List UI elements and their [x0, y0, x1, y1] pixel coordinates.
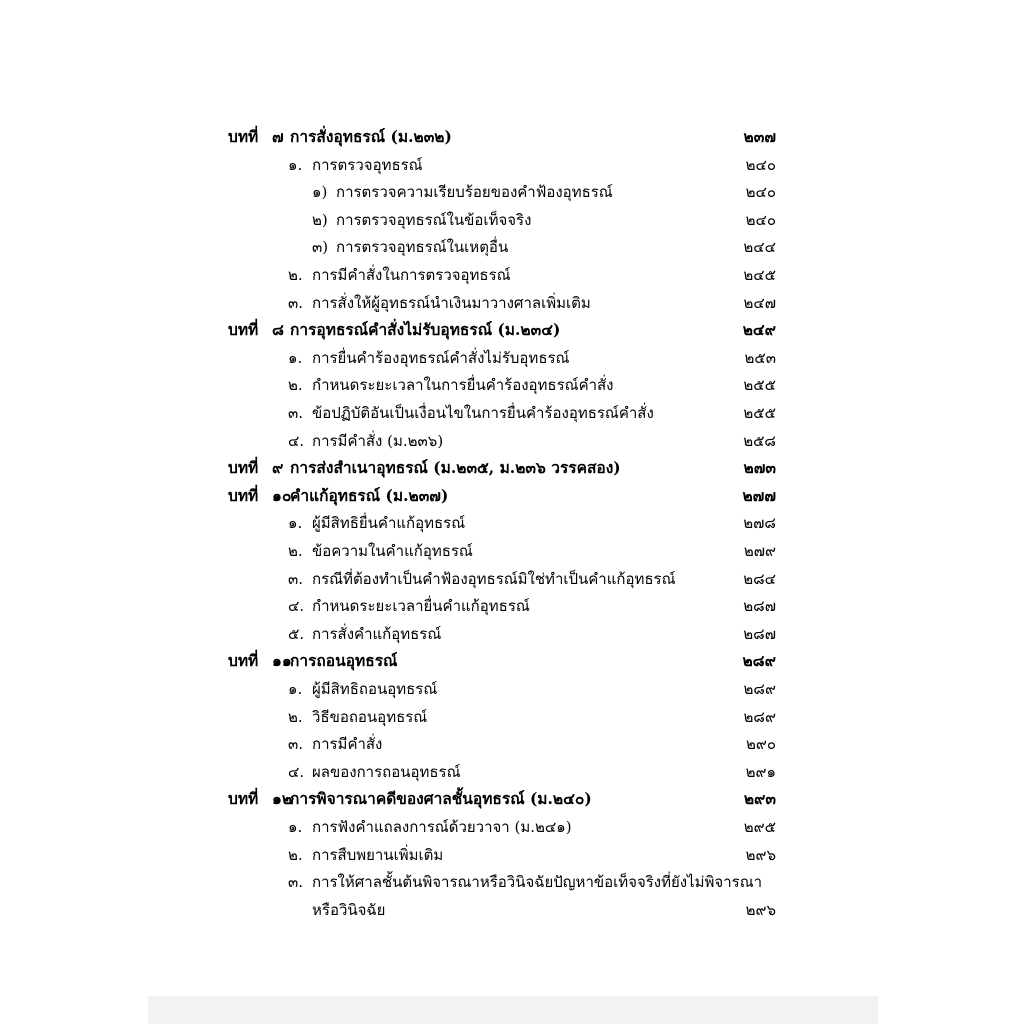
toc-chapter-row: [228, 124, 776, 150]
entry-title: ข้อความในคำแก้อุทธรณ์: [312, 542, 473, 560]
chapter-title: การพิจารณาคดีของศาลชั้นอุทธรณ์ (ม.๒๔๐): [290, 789, 592, 809]
page-number: ๒๙๕: [743, 818, 776, 836]
entry-number: ๓.: [288, 735, 304, 754]
entry-number: ๔.: [288, 762, 305, 781]
page-number: ๒๕๓: [744, 348, 776, 367]
entry-title: กำหนดระยะเวลายื่นคำแก้อุทธรณ์: [312, 597, 530, 616]
chapter-label: บทที่: [228, 485, 259, 505]
page-number: ๒๙๑: [745, 762, 776, 781]
entry-number: ๓.: [288, 873, 304, 892]
toc-entry-row: [228, 207, 776, 233]
toc-entry-row: [228, 179, 776, 205]
page-number: ๒๙๖: [745, 900, 776, 919]
entry-number: ๓.: [288, 404, 304, 422]
toc-entry-row: [228, 510, 776, 536]
page-number: ๒๔๙: [742, 320, 776, 340]
toc-chapter-row: [228, 455, 776, 481]
page-number: ๒๔๐: [745, 155, 776, 174]
entry-title: การตรวจอุทธรณ์ในเหตุอื่น: [336, 238, 509, 257]
page-number: ๒๔๐: [745, 210, 776, 229]
page-number: ๒๕๕: [743, 404, 776, 422]
toc-entry-row: [228, 621, 776, 647]
entry-number: ๒.: [288, 845, 303, 864]
page-number: ๒๙๓: [743, 789, 776, 809]
toc-entry-row: [228, 566, 776, 592]
toc-entry-row: [228, 704, 776, 730]
entry-number: ๑): [312, 183, 328, 202]
page-number: ๒๘๙: [742, 651, 776, 671]
entry-number: ๑.: [288, 348, 303, 367]
entry-title: กำหนดระยะเวลาในการยื่นคำร้องอุทธรณ์คำสั่ง: [312, 376, 614, 395]
toc-entry-row: [228, 538, 776, 564]
page-number: ๒๘๔: [743, 569, 776, 588]
entry-title: การให้ศาลชั้นต้นพิจารณาหรือวินิจฉัยปัญหาข้อเท็จจริงที่ยังไม่พิจารณา: [312, 873, 763, 892]
chapter-number: ๗: [272, 127, 284, 146]
toc-entry-row: [228, 676, 776, 702]
toc-entry-row: [228, 262, 776, 288]
entry-number: ๒): [312, 210, 328, 229]
toc-entry-row: [228, 593, 776, 619]
entry-number: ๑.: [288, 155, 303, 174]
page-number: ๒๕๕: [743, 376, 776, 395]
entry-number: ๕.: [288, 624, 305, 643]
entry-title: ผู้มีสิทธิยื่นคำแก้อุทธรณ์: [312, 514, 466, 533]
toc-chapter-row: [228, 648, 776, 674]
page-number: ๒๙๖: [745, 845, 776, 864]
chapter-number: ๑๒: [272, 789, 293, 809]
entry-title: ข้อปฏิบัติอันเป็นเงื่อนไขในการยื่นคำร้องอุทธรณ์คำสั่ง: [312, 404, 654, 422]
entry-number: ๓): [312, 238, 329, 257]
entry-number: ๒.: [288, 707, 303, 726]
toc-entry-row: [228, 400, 776, 426]
page-number: ๒๔๐: [745, 183, 776, 202]
page-number: ๒๔๔: [743, 238, 776, 257]
chapter-title: การส่งสำเนาอุทธรณ์ (ม.๒๓๕, ม.๒๓๖ วรรคสอง): [290, 458, 621, 478]
page-number: ๒๘๗: [743, 624, 776, 643]
entry-number: ๔.: [288, 431, 305, 450]
toc-entry-row: [228, 814, 776, 840]
page-number: ๒๘๙: [743, 707, 776, 726]
chapter-label: บทที่: [228, 789, 259, 809]
toc-entry-row: [228, 897, 776, 923]
page-number: ๒๔๗: [743, 293, 776, 312]
page-number: ๒๙๐: [745, 735, 776, 754]
chapter-label: บทที่: [228, 651, 259, 671]
entry-title: การมีคำสั่ง: [312, 735, 383, 754]
entry-title: วิธีขอถอนอุทธรณ์: [312, 707, 428, 726]
entry-title: การฟังคำแถลงการณ์ด้วยวาจา (ม.๒๔๑): [312, 818, 572, 836]
toc-entry-row: [228, 234, 776, 260]
toc-chapter-row: [228, 786, 776, 812]
toc-entry-row: [228, 759, 776, 785]
entry-title: กรณีที่ต้องทำเป็นคำฟ้องอุทธรณ์มิใช่ทำเป็นคำแก้อุทธรณ์: [312, 569, 676, 588]
toc-entry-row: [228, 428, 776, 454]
page-number: ๒๓๗: [743, 127, 776, 146]
toc-chapter-row: [228, 317, 776, 343]
toc-entry-row: [228, 842, 776, 868]
chapter-title: การถอนอุทธรณ์: [290, 651, 398, 671]
chapter-title: การสั่งอุทธรณ์ (ม.๒๓๒): [290, 127, 452, 146]
chapter-title: การอุทธรณ์คำสั่งไม่รับอุทธรณ์ (ม.๒๓๔): [290, 320, 561, 340]
toc-chapter-row: [228, 483, 776, 509]
chapter-number: ๑๑: [272, 651, 292, 671]
page-number: ๒๗๙: [743, 542, 776, 560]
entry-number: ๓.: [288, 293, 304, 312]
chapter-number: ๑๐: [272, 485, 292, 505]
page-number: ๒๕๘: [743, 431, 776, 450]
page-number: ๒๘๗: [743, 597, 776, 616]
entry-number: ๒.: [288, 266, 303, 284]
entry-number: ๒.: [288, 376, 303, 395]
chapter-number: ๙: [272, 458, 284, 478]
entry-number: ๒.: [288, 542, 303, 560]
chapter-label: บทที่: [228, 127, 259, 146]
toc-entry-row: [228, 345, 776, 371]
toc-entry-row: [228, 731, 776, 757]
entry-number: ๑.: [288, 818, 303, 836]
entry-number: ๓.: [288, 569, 304, 588]
entry-title: หรือวินิจฉัย: [312, 900, 386, 919]
chapter-label: บทที่: [228, 458, 259, 478]
entry-number: ๑.: [288, 680, 303, 698]
entry-title: การสั่งคำแก้อุทธรณ์: [312, 624, 442, 643]
page-number: ๒๘๙: [743, 680, 776, 698]
entry-title: การมีคำสั่ง (ม.๒๓๖): [312, 431, 444, 450]
entry-title: การตรวจความเรียบร้อยของคำฟ้องอุทธรณ์: [336, 183, 613, 202]
toc-entry-row: [228, 152, 776, 178]
entry-title: การตรวจอุทธรณ์ในข้อเท็จจริง: [336, 210, 532, 229]
entry-title: การยื่นคำร้องอุทธรณ์คำสั่งไม่รับอุทธรณ์: [312, 348, 570, 367]
entry-title: การสืบพยานเพิ่มเติม: [312, 845, 444, 864]
entry-number: ๔.: [288, 597, 305, 616]
entry-title: การมีคำสั่งในการตรวจอุทธรณ์: [312, 266, 511, 284]
entry-title: การสั่งให้ผู้อุทธรณ์นำเงินมาวางศาลเพิ่มเติม: [312, 293, 591, 312]
page-number: ๒๗๘: [743, 514, 776, 533]
entry-title: การตรวจอุทธรณ์: [312, 155, 423, 174]
page-number: ๒๗๓: [743, 458, 776, 478]
entry-title: ผลของการถอนอุทธรณ์: [312, 762, 461, 781]
chapter-title: คำแก้อุทธรณ์ (ม.๒๓๗): [290, 485, 449, 505]
entry-title: ผู้มีสิทธิถอนอุทธรณ์: [312, 680, 438, 698]
toc-entry-row: [228, 290, 776, 316]
page-number: ๒๗๗: [742, 485, 776, 505]
page-bottom-shadow: [148, 996, 878, 1024]
chapter-number: ๘: [272, 320, 284, 340]
toc-entry-row: [228, 372, 776, 398]
toc-entry-row: [228, 869, 776, 895]
chapter-label: บทที่: [228, 320, 259, 340]
page-number: ๒๔๕: [743, 266, 776, 284]
entry-number: ๑.: [288, 514, 303, 533]
